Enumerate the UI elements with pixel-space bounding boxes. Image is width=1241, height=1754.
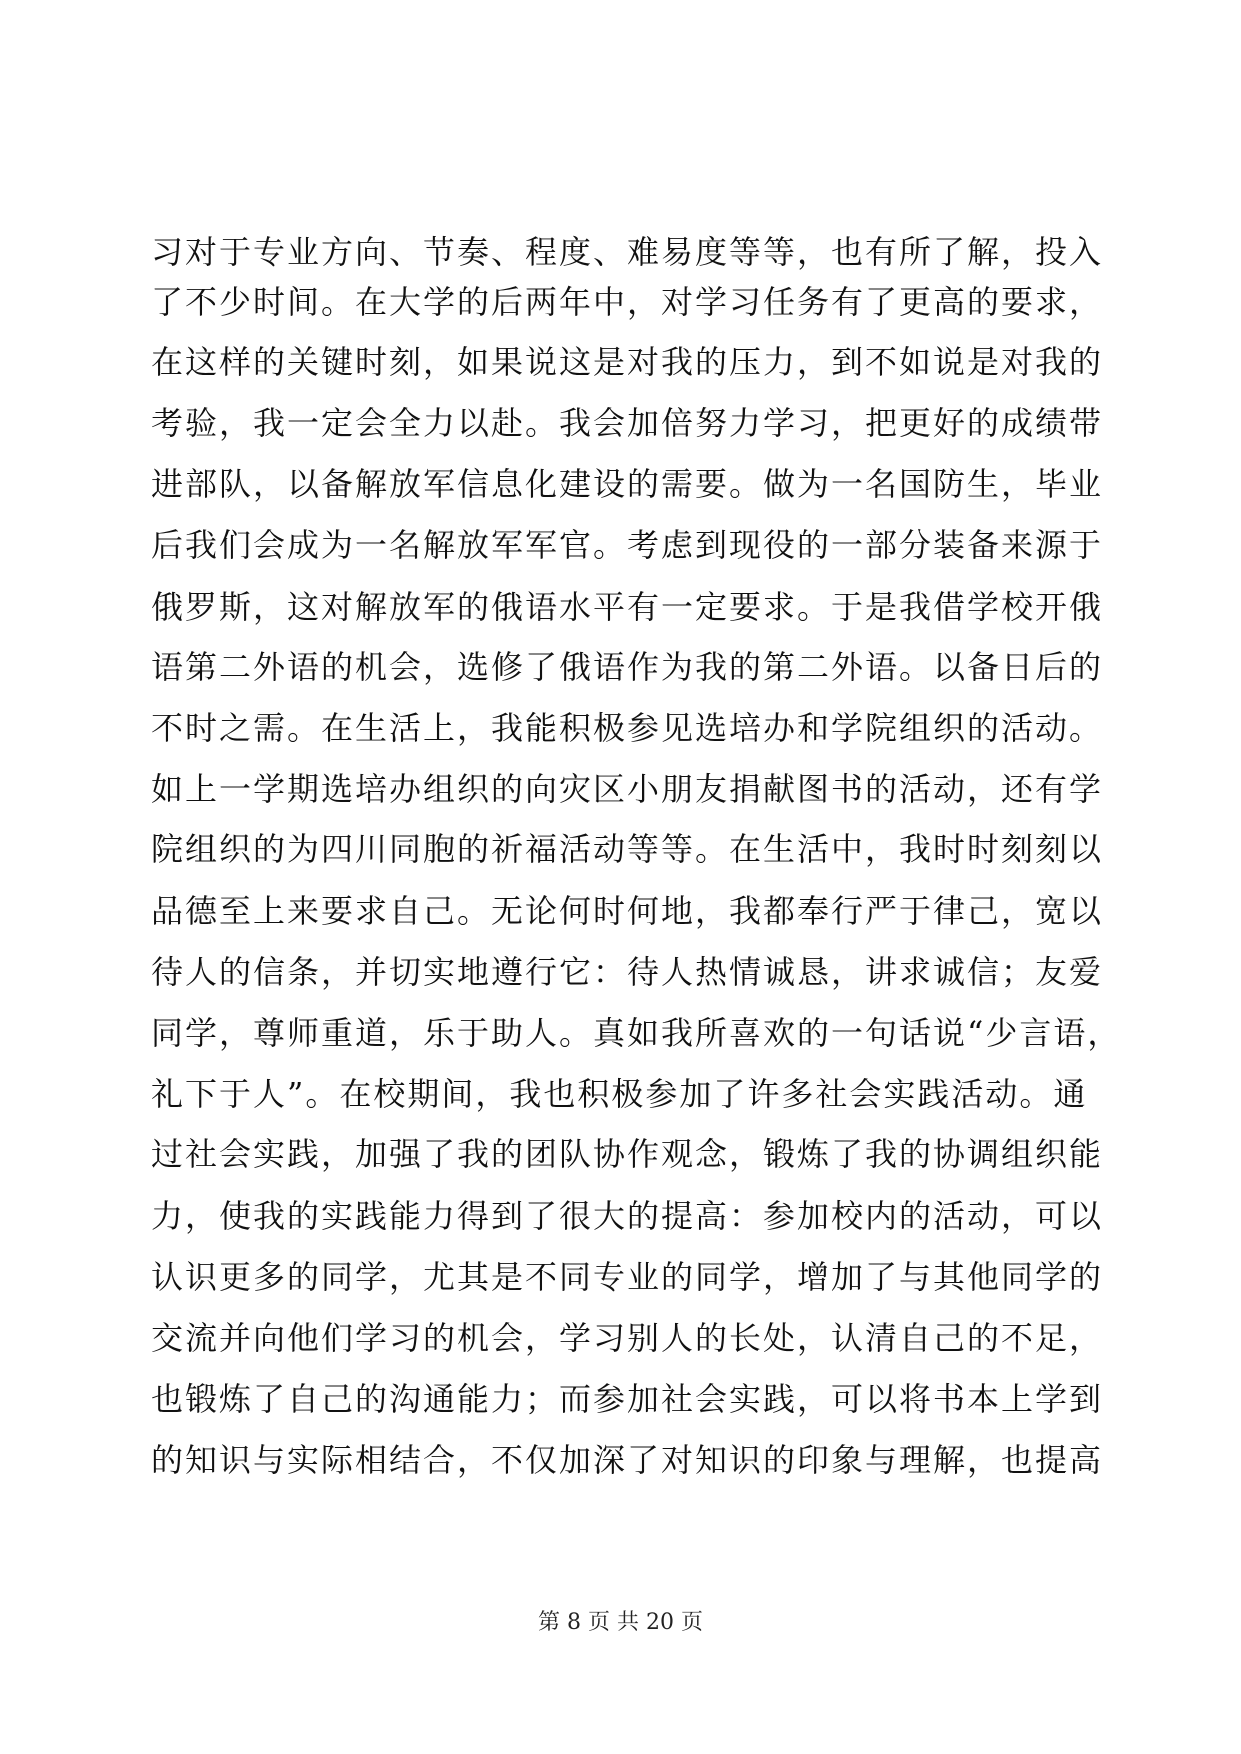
text-line: 语第二外语的机会，选修了俄语作为我的第二外语。以备日后的: [151, 648, 1104, 686]
text-line: 了不少时间。在大学的后两年中，对学习任务有了更高的要求，: [151, 283, 1104, 321]
text-line: 考验，我一定会全力以赴。我会加倍努力学习，把更好的成绩带: [151, 404, 1104, 442]
text-line: 也锻炼了自己的沟通能力；而参加社会实践，可以将书本上学到: [151, 1380, 1104, 1418]
text-line: 力，使我的实践能力得到了很大的提高：参加校内的活动，可以: [151, 1197, 1104, 1235]
text-line: 的知识与实际相结合，不仅加深了对知识的印象与理解，也提高: [151, 1441, 1104, 1479]
text-line: 礼下于人”。在校期间，我也积极参加了许多社会实践活动。通: [151, 1075, 1088, 1113]
text-line: 品德至上来要求自己。无论何时何地，我都奉行严于律己，宽以: [151, 892, 1104, 930]
text-line: 过社会实践，加强了我的团队协作观念，锻炼了我的协调组织能: [151, 1135, 1104, 1173]
text-line: 认识更多的同学，尤其是不同专业的同学，增加了与其他同学的: [151, 1258, 1104, 1296]
text-line: 在这样的关键时刻，如果说这是对我的压力，到不如说是对我的: [151, 343, 1104, 381]
text-line: 院组织的为四川同胞的祈福活动等等。在生活中，我时时刻刻以: [151, 830, 1104, 868]
text-line: 同学，尊师重道，乐于助人。真如我所喜欢的一句话说“少言语，: [151, 1014, 1122, 1052]
text-line: 后我们会成为一名解放军军官。考虑到现役的一部分装备来源于: [151, 526, 1104, 564]
text-line: 习对于专业方向、节奏、程度、难易度等等，也有所了解，投入: [151, 233, 1104, 271]
text-line: 如上一学期选培办组织的向灾区小朋友捐献图书的活动，还有学: [151, 770, 1104, 808]
text-line: 俄罗斯，这对解放军的俄语水平有一定要求。于是我借学校开俄: [151, 588, 1104, 626]
text-line: 交流并向他们学习的机会，学习别人的长处，认清自己的不足，: [151, 1319, 1104, 1357]
text-line: 待人的信条，并切实地遵行它：待人热情诚恳，讲求诚信；友爱: [151, 953, 1104, 991]
page-footer: 第 8 页 共 20 页: [538, 1610, 703, 1635]
text-line: 进部队，以备解放军信息化建设的需要。做为一名国防生，毕业: [151, 465, 1104, 503]
text-line: 不时之需。在生活上，我能积极参见选培办和学院组织的活动。: [151, 709, 1104, 747]
